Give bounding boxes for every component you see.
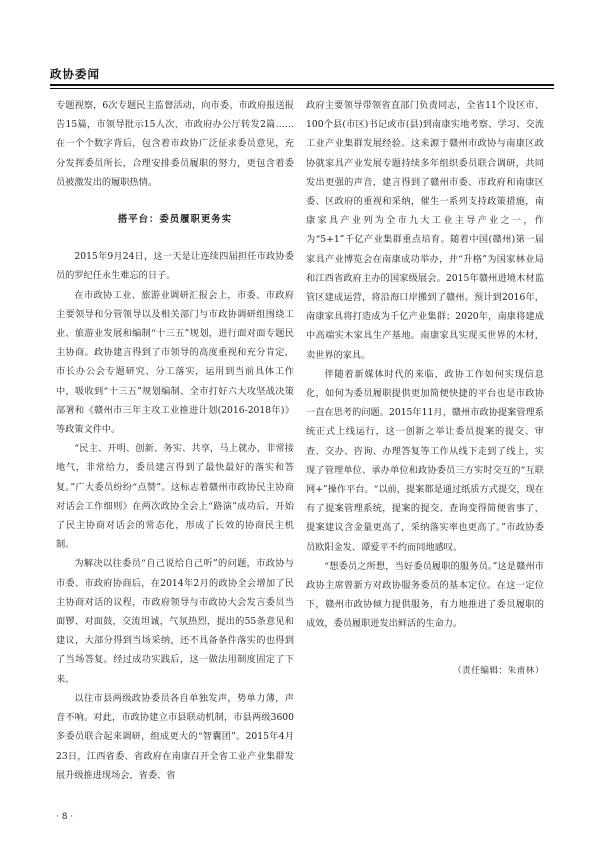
paragraph: 2015年9月24日，这一天是让连续四届担任市政协委员的罗纪任永生难忘的日子。: [56, 251, 294, 282]
left-column: [56, 96, 294, 785]
paragraph: 以往市县两级政协委员各自单独发声，势单力薄，声音不响。对此，市政协建立市县联动机制，市县两级3600多委员联合起来调研，组成更大的“智囊团”。2015年4月23日，江西省委、省政府在南康召开全省工业产业集群发展升级推进现场会，省委、省: [56, 692, 294, 781]
paragraph-continued: 专题视察，6次专题民主监督活动，向市委、市政府报送报告15篇，市领导批示15人次，市政府办公厅转发2篇……在一个个数字背后，包含着市政协广泛征求委员意见，充分发挥委员所长，合理安排委员履职的努力，更包含着委员被激发出的履职热情。: [56, 100, 294, 188]
page-number: · 8 ·: [56, 812, 74, 822]
header-rule: [50, 84, 554, 86]
right-column: [306, 96, 544, 681]
paragraph-continued: 政府主要领导带领省直部门负责同志，全省11个设区市、100个县(市区)书记或市(县)到南康实地考察、学习、交流工业产业集群发展经验。这来源于赣州市政协与南康区政协就家具产业发展专题持续多年组织委员联合调研，共同发出更强的声音，建言得到了赣州市委、市政府和南康区委、区政府的重视和采纳，催生一系列支持政策措施，南康家具产业列为全市九大工业主导产业之一，作为“5+1”千亿产业集群重点培育。随着中国(赣州)第一届家具产业博览会在南康成功举办，并“升格”为国家林业局和江西省政府主办的国家级展会。2015年赣州进境木材监管区建成运营，将沿海口岸搬到了赣州。预计到2016年，南康家具将打造成为千亿产业集群；2020年，南康将建成中高端实木家具生产基地。南康家具实现买世界的木材，卖世界的家具。: [306, 100, 544, 361]
section-heading: 搭平台：委员履职更务实: [117, 214, 233, 226]
paragraph: 伴随着新媒体时代的来临，政协工作如何实现信息化，如何为委员履职提供更加简便快捷的平台也是市政协一直在思考的问题。2015年11月，赣州市政协提案管理系统正式上线运行，这一创新之举让委员提案的提交、审查、交办、咨询、办理答复等工作从线下走到了线上，实现了管理单位、承办单位和政协委员三方实时交互的“互联网+”操作平台。“以前，提案都是通过纸质方式提交，现在有了提案管理系统，提案的提交、查询变得简便省事了，提案建议含金量更高了，采纳落实率也更高了。”市政协委员欧阳金发、谭爱平不约而同地感叹。: [306, 368, 544, 553]
paragraph: 为解决以往委员“自己说给自己听”的问题，市政协与市委、市政府协商后，在2014年2月的政协全会增加了民主协商对话的议程，市政府领导与市政协大会发言委员当面锣、对面鼓，交流坦诚，气氛热烈，提出的55条意见和建议，大部分得到当场采纳，还不具备条件落实的也得到了当场答复。经过成功实践后，这一做法用制度固定了下来。: [56, 558, 294, 685]
header-rule-thin: [50, 88, 554, 89]
paragraph: 在市政协工业、旅游业调研汇报会上，市委、市政府主要领导和分管领导以及相关部门与市政协调研组围绕工业、旅游业发展和编制“十三五”规划，进行面对面专题民主协商。政协建言得到了市领导的高度重视和充分肯定，市长办公会专题研究、分工落实，运用到当前具体工作中，吸收到“十三五”规划编制、全市打好六大攻坚战决策部署和《赣州市三年主攻工业推进计划(2016-2018年)》等政策文件中。: [56, 289, 294, 436]
editor-credit: （责任编辑：朱甫林）: [453, 665, 544, 676]
paragraph: “想委员之所想，当好委员履职的服务员。”这是赣州市政协主席曾新方对政协服务委员的基本定位。在这一定位下，赣州市政协倾力提供服务，有力地推进了委员履职的成效，委员履职迸发出鲜活的生命力。: [306, 560, 544, 630]
paragraph: “民主、开明、创新、务实、共享，马上就办，非常接地气，非常给力，委员建言得到了最快最好的落实和答复。”广大委员纷纷“点赞”。这标志着赣州市政协民主协商对话会工作细则》在两次政协全会上“路演”成功后，开始了民主协商对话会的常态化，形成了长效的协商民主机制。: [56, 443, 294, 551]
page-header-title: 政协委闻: [50, 67, 100, 81]
